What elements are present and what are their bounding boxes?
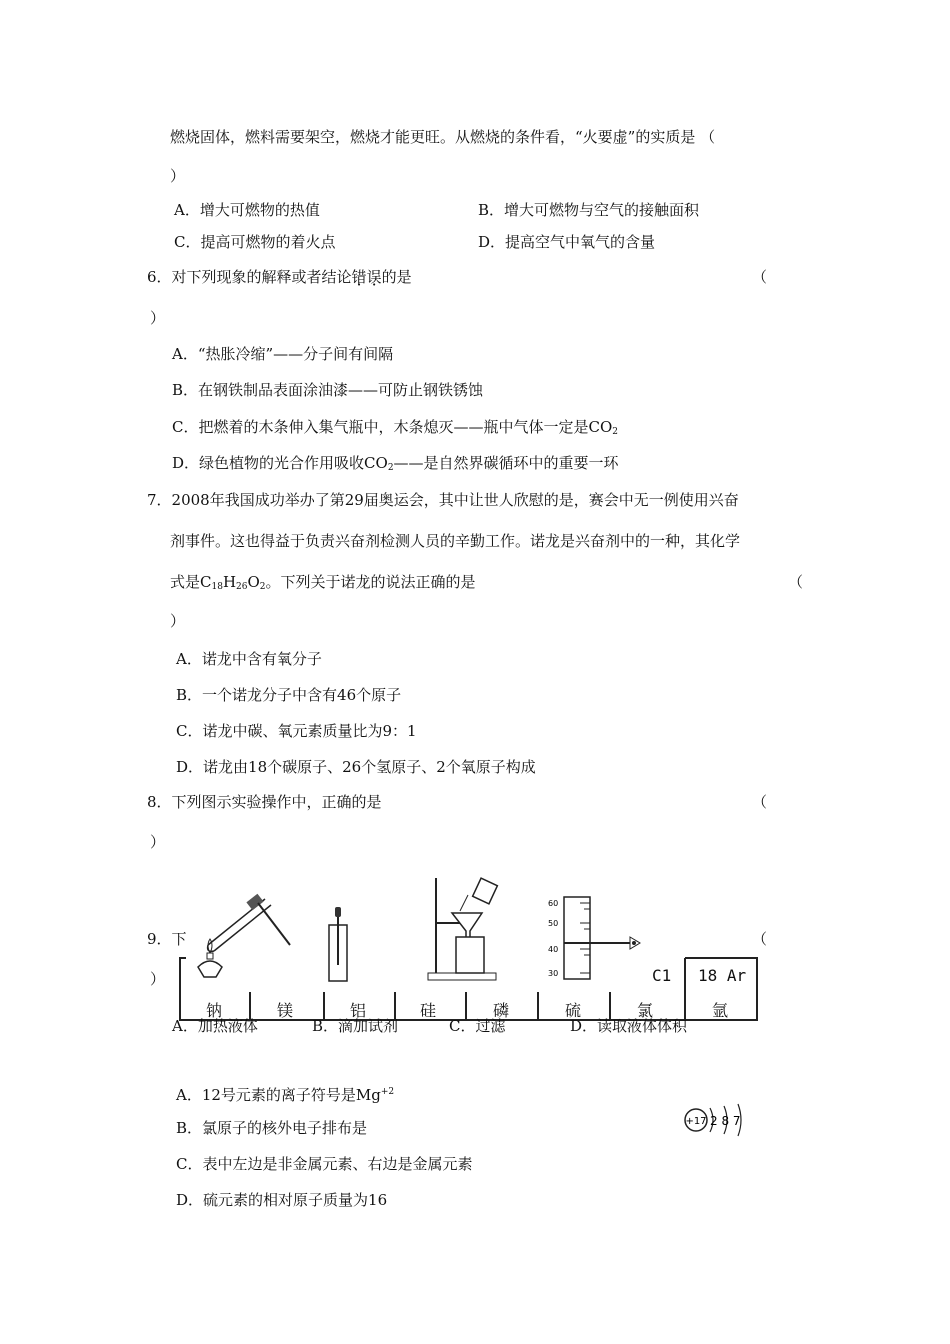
element-aluminum: 铝 bbox=[350, 1001, 367, 1020]
q7-option-b: B．一个诺龙分子中含有46个原子 bbox=[176, 686, 402, 704]
q6-option-a: A．“热胀冷缩”——分子间有间隔 bbox=[172, 345, 394, 363]
q8-option-b: B．滴加试剂 bbox=[312, 1017, 399, 1035]
q5-paren-close: ） bbox=[170, 167, 186, 185]
periodic-table-row bbox=[180, 958, 757, 1022]
q6-paren-close: ） bbox=[150, 309, 166, 327]
element-silicon: 硅 bbox=[420, 1001, 437, 1020]
chlorine-atom-diagram bbox=[682, 1100, 754, 1140]
q7-paren-open: （ bbox=[788, 573, 804, 591]
q6-emphasis-2: 误 bbox=[366, 268, 382, 286]
q5-option-c: C．提高可燃物的着火点 bbox=[174, 233, 336, 251]
q6-paren-open: （ bbox=[752, 268, 768, 286]
atom-nucleus-label: +17 bbox=[685, 1116, 707, 1127]
element-sulfur: 硫 bbox=[565, 1001, 582, 1020]
q7-option-a: A．诺龙中含有氧分子 bbox=[176, 650, 322, 668]
q6-option-d: D．绿色植物的光合作用吸收$CO_2——$是自然界碳循环中的重要一环 bbox=[172, 454, 619, 473]
q5-stem-line: 燃烧固体，燃料需要架空，燃烧才能更旺。从燃烧的条件看，“火要虚”的实质是 （ bbox=[170, 128, 716, 146]
q9-paren-close: ） bbox=[150, 970, 166, 988]
q5-option-a: A．增大可燃物的热值 bbox=[174, 201, 320, 219]
q8-option-c: C．过滤 bbox=[449, 1017, 506, 1035]
q6-stem: 6．对下列现象的解释或者结论错误的是 bbox=[147, 268, 412, 286]
q5-option-d: D．提高空气中氧气的含量 bbox=[478, 233, 656, 251]
q6-option-c: C．把燃着的木条伸入集气瓶中，木条熄灭——瓶中气体一定是$CO_2$ bbox=[172, 418, 618, 437]
q9-option-b: B．氯原子的核外电子排布是 bbox=[176, 1119, 368, 1137]
q8-stem: 8．下列图示实验操作中，正确的是 bbox=[147, 793, 382, 811]
q7-option-c: C．诺龙中碳、氧元素质量比为9：1 bbox=[176, 722, 417, 740]
cylinder-tick-50: 50 bbox=[548, 919, 559, 928]
q9-option-c: C．表中左边是非金属元素、右边是金属元素 bbox=[176, 1155, 473, 1173]
argon-header: 18 Ar bbox=[698, 966, 747, 985]
element-phosphorus: 磷 bbox=[493, 1001, 510, 1020]
q7-stem-line-1: 7．2008年我国成功举办了第29届奥运会，其中让世人欣慰的是，赛会中无一例使用兴奋 bbox=[147, 491, 739, 509]
q5-option-b: B．增大可燃物与空气的接触面积 bbox=[478, 201, 700, 219]
q7-stem-line-2: 剂事件。这也得益于负责兴奋剂检测人员的辛勤工作。诺龙是兴奋剂中的一种，其化学 bbox=[170, 532, 741, 550]
q7-stem-line-3: 式是$C_{18}H_{26}O_2$。下列关于诺龙的说法正确的是 bbox=[170, 573, 476, 592]
q7-paren-close: ） bbox=[170, 612, 186, 630]
chlorine-symbol: C1 bbox=[652, 966, 672, 985]
q9-paren-open: （ bbox=[752, 930, 768, 948]
element-magnesium: 镁 bbox=[277, 1001, 294, 1020]
q9-option-d: D．硫元素的相对原子质量为16 bbox=[176, 1191, 388, 1209]
q8-paren-open: （ bbox=[752, 793, 768, 811]
q9-option-a: A．12号元素的离子符号是$Mg^{+2}$ bbox=[176, 1086, 395, 1104]
element-sodium: 钠 bbox=[206, 1001, 223, 1020]
q8-option-a: A．加热液体 bbox=[172, 1017, 258, 1035]
element-chlorine: 氯 bbox=[637, 1001, 654, 1020]
q9-stem-fragment: 9．下 bbox=[147, 930, 187, 948]
cylinder-tick-60: 60 bbox=[548, 899, 559, 908]
atom-shell-electrons: 2 8 7 bbox=[710, 1114, 741, 1128]
cylinder-tick-30: 30 bbox=[548, 969, 559, 978]
q6-option-b: B．在钢铁制品表面涂油漆——可防止钢铁锈蚀 bbox=[172, 381, 484, 399]
q7-option-d: D．诺龙由18个碳原子、26个氢原子、2个氧原子构成 bbox=[176, 758, 536, 776]
q8-option-d: D．读取液体体积 bbox=[570, 1017, 688, 1035]
element-argon: 氩 bbox=[712, 1001, 729, 1020]
q8-paren-close: ） bbox=[150, 833, 166, 851]
q6-emphasis-1: 错 bbox=[351, 268, 367, 286]
cylinder-tick-40: 40 bbox=[548, 945, 559, 954]
